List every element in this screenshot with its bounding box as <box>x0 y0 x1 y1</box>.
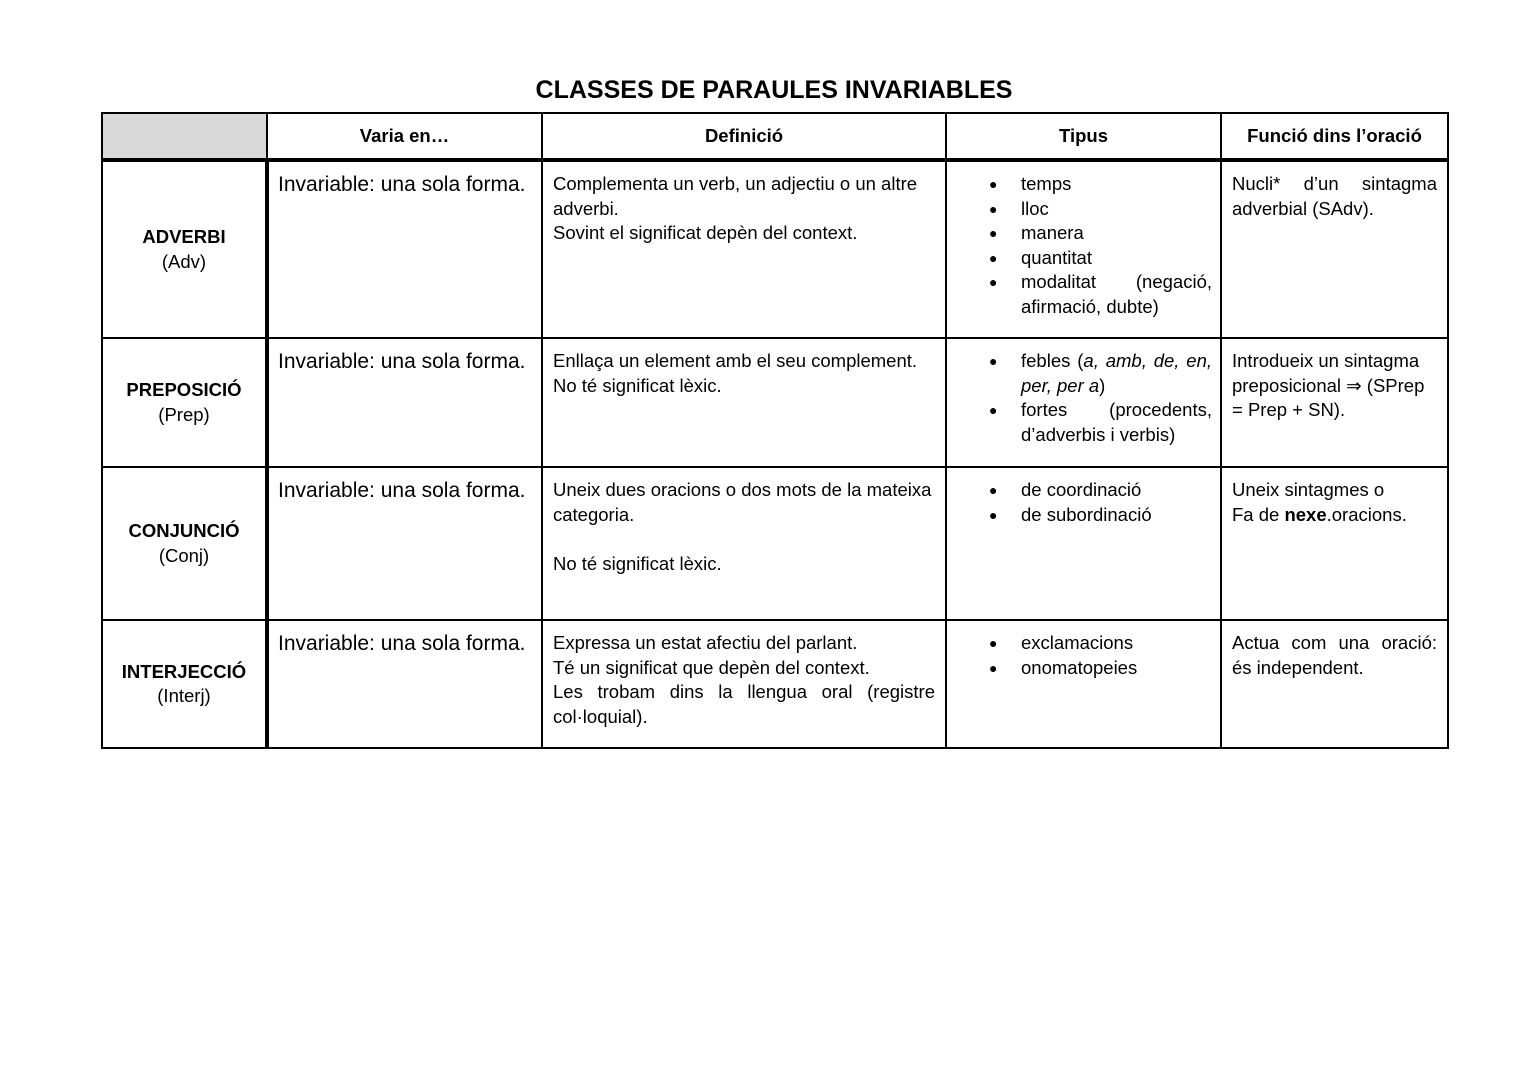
definicio-cell <box>542 160 946 338</box>
tipus-examples: a, amb, de, en, per, per a <box>1021 350 1212 396</box>
funcio-cell: Nucli* d’un sintagma adverbial (SAdv). <box>1221 160 1448 338</box>
tipus-list <box>947 339 1220 447</box>
category-name: CONJUNCIÓ <box>128 520 240 541</box>
table-header-row <box>102 113 1448 160</box>
table-row-interjeccio <box>102 620 1448 748</box>
definicio-line: No té significat lèxic. <box>553 552 722 574</box>
tipus-cell <box>946 160 1221 338</box>
definicio-cell <box>542 467 946 620</box>
list-item: ● lloc <box>947 197 1212 222</box>
funcio-line: Uneix sintagmes o <box>1232 479 1385 500</box>
definicio-line: Les trobam dins la llengua oral (registre col·loquial). <box>553 681 935 727</box>
definicio-line: Enllaça un element amb el seu complement. <box>553 350 918 371</box>
category-abbr: (Conj) <box>158 544 210 566</box>
definicio-cell <box>542 620 946 748</box>
tipus-list <box>947 468 1220 527</box>
category-name: PREPOSICIÓ <box>126 379 242 400</box>
tipus-cell <box>946 338 1221 467</box>
definicio-line: Expressa un estat afectiu del parlant. <box>553 632 858 653</box>
definicio-line: Té un significat que depèn del context. <box>553 656 870 678</box>
table-row-preposicio <box>102 338 1448 467</box>
category-name: ADVERBI <box>142 226 226 247</box>
funcio-cell: Introdueix un sintagma preposicional ⇒ (SPrep = Prep + SN). <box>1221 338 1448 467</box>
list-item <box>947 349 1212 398</box>
funcio-cell: Actua com una oració: és independent. <box>1221 620 1448 748</box>
varia-cell: Invariable: una sola forma. <box>267 338 542 467</box>
page-title: CLASSES DE PARAULES INVARIABLES <box>535 76 1013 104</box>
funcio-text: Fa de <box>1232 503 1285 525</box>
definicio-line: Uneix dues oracions o dos mots de la mateixa categoria. <box>553 479 932 525</box>
spacer <box>553 527 935 552</box>
list-item: ● de coordinació <box>947 478 1212 503</box>
funcio-text: .oracions. <box>1326 503 1407 525</box>
varia-cell: Invariable: una sola forma. <box>267 160 542 338</box>
list-item: ● manera <box>947 221 1212 246</box>
definicio-line: Complementa un verb, un adjectiu o un altre adverbi. <box>553 173 918 219</box>
varia-cell: Invariable: una sola forma. <box>267 620 542 748</box>
category-name: INTERJECCIÓ <box>121 660 247 682</box>
tipus-cell <box>946 467 1221 620</box>
list-item: ● modalitat (negació, afirmació, dubte) <box>947 270 1212 319</box>
definicio-cell <box>542 338 946 467</box>
table-row-conjuncio <box>102 467 1448 620</box>
definicio-line: No té significat lèxic. <box>553 374 722 396</box>
category-abbr: (Interj) <box>157 685 211 706</box>
header-definicio: Definició <box>542 113 946 160</box>
table-row-adverbi <box>102 160 1448 338</box>
header-tipus: Tipus <box>946 113 1221 160</box>
header-funcio: Funció dins l’oració <box>1221 113 1448 160</box>
funcio-bold-term: nexe <box>1284 503 1327 525</box>
category-abbr: (Prep) <box>158 403 210 425</box>
header-corner <box>102 113 267 160</box>
tipus-cell <box>946 620 1221 748</box>
category-cell <box>102 620 267 748</box>
category-cell <box>102 338 267 467</box>
list-item: ● quantitat <box>947 246 1212 271</box>
funcio-cell <box>1221 467 1448 620</box>
list-item: ● de subordinació <box>947 503 1212 528</box>
definicio-line: Sovint el significat depèn del context. <box>553 222 858 243</box>
varia-cell: Invariable: una sola forma. <box>267 467 542 620</box>
funcio-line <box>1232 503 1437 528</box>
list-item: ● exclamacions <box>947 631 1212 656</box>
tipus-list <box>947 162 1220 319</box>
category-cell <box>102 467 267 620</box>
category-cell <box>102 160 267 338</box>
tipus-suffix: ) <box>1099 374 1106 396</box>
list-item: ● temps <box>947 172 1212 197</box>
tipus-list <box>947 621 1220 680</box>
tipus-prefix: febles ( <box>1021 350 1084 371</box>
header-varia: Varia en… <box>267 113 542 160</box>
list-item: ● fortes (procedents, d’adverbis i verbis) <box>947 398 1212 447</box>
category-abbr: (Adv) <box>161 250 207 272</box>
classes-table <box>101 112 1449 749</box>
list-item: ● onomatopeies <box>947 656 1212 681</box>
